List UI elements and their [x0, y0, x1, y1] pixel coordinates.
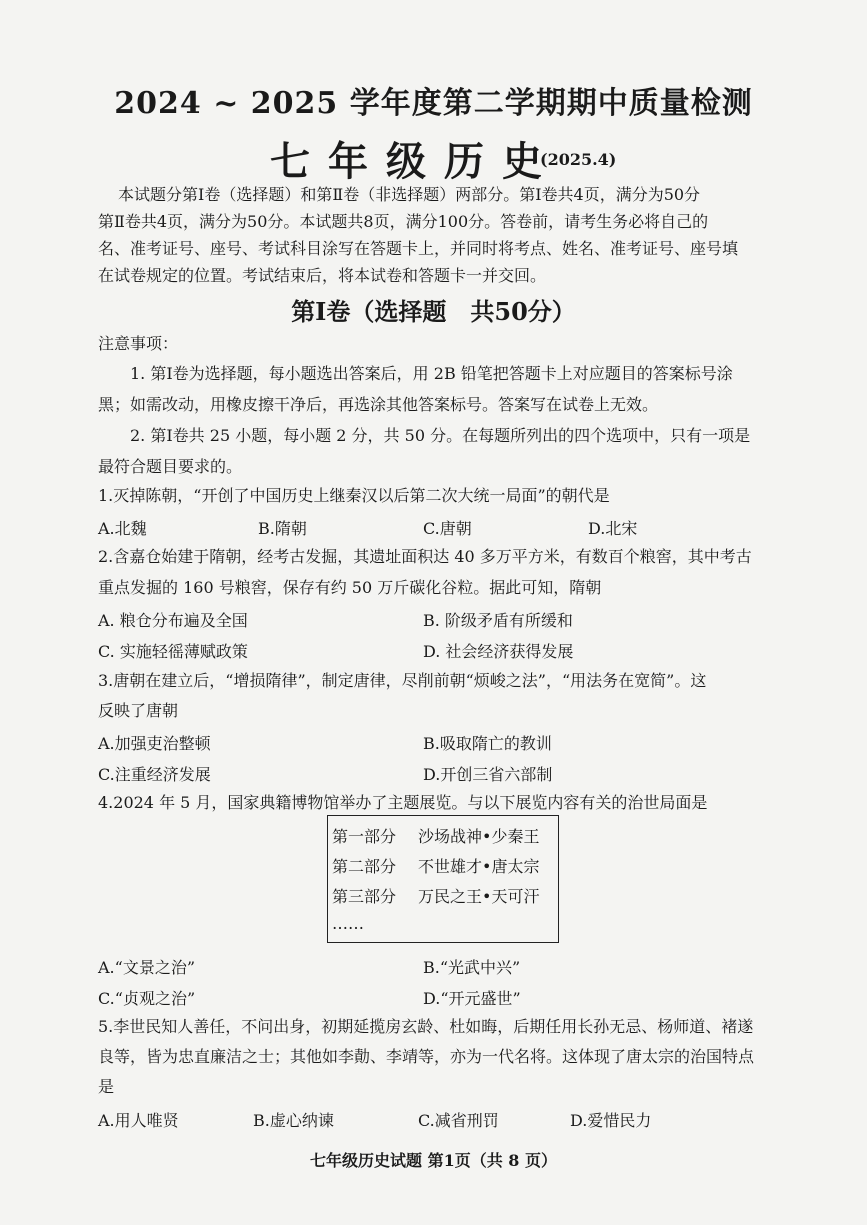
notice-line-4: 最符合题目要求的。: [98, 457, 243, 476]
question-4-option-b: B.“光武中兴”: [423, 958, 521, 977]
question-5-stem-line-3: 是: [98, 1077, 115, 1096]
exhibition-ellipsis: ……: [332, 914, 364, 933]
exhibition-part-text: 万民之王•天可汗: [418, 887, 540, 906]
question-5-option-a: A.用人唯贤: [98, 1111, 179, 1130]
question-3-option-d: D.开创三省六部制: [423, 765, 553, 784]
intro-line-1: 本试题分第Ⅰ卷（选择题）和第Ⅱ卷（非选择题）两部分。第Ⅰ卷共4页，满分为50分: [118, 185, 701, 204]
question-3-option-a: A.加强吏治整顿: [98, 734, 211, 753]
exhibition-row-2: [332, 854, 539, 877]
exhibition-part-text: 不世雄才•唐太宗: [418, 857, 540, 876]
notice-line-2: 黑；如需改动，用橡皮擦干净后，再选涂其他答案标号。答案写在试卷上无效。: [98, 395, 659, 414]
exhibition-part-label: 第二部分: [332, 857, 397, 876]
question-5-option-b: B.虚心纳谏: [253, 1111, 334, 1130]
question-1-option-c: C.唐朝: [423, 519, 472, 538]
question-5-stem-line-2: 良等，皆为忠直廉洁之士；其他如李勣、李靖等，亦为一代名将。这体现了唐太宗的治国特点: [98, 1047, 755, 1066]
question-3-option-c: C.注重经济发展: [98, 765, 211, 784]
question-1-option-b: B.隋朝: [258, 519, 307, 538]
exhibition-part-label: 第一部分: [332, 827, 397, 846]
question-2-option-a: A. 粮仓分布遍及全国: [98, 611, 248, 630]
question-2-option-b: B. 阶级矛盾有所缓和: [423, 611, 573, 630]
question-3-stem-line-1: 3.唐朝在建立后，“增损隋律”，制定唐律，尽削前朝“烦峻之法”，“用法务在宽简”。这: [98, 671, 707, 690]
question-3-stem-line-2: 反映了唐朝: [98, 701, 179, 720]
question-5-stem-line-1: 5.李世民知人善任，不问出身，初期延揽房玄龄、杜如晦，后期任用长孙无忌、杨师道、褚遂: [98, 1017, 754, 1036]
question-5-option-d: D.爱惜民力: [570, 1111, 652, 1130]
question-2-option-d: D. 社会经济获得发展: [423, 642, 574, 661]
exhibition-box: [327, 815, 559, 943]
exam-title: 2024 ~ 2025 学年度第二学期期中质量检测: [114, 86, 753, 121]
question-4-stem: 4.2024 年 5 月，国家典籍博物馆举办了主题展览。与以下展览内容有关的治世局面是: [98, 793, 708, 812]
question-2-stem-line-1: 2.含嘉仓始建于隋朝，经考古发掘，其遗址面积达 40 多万平方米，有数百个粮窖，其中考古: [98, 547, 752, 566]
intro-line-4: 在试卷规定的位置。考试结束后，将本试卷和答题卡一并交回。: [98, 266, 547, 285]
intro-line-2: 第Ⅱ卷共4页，满分为50分。本试题共8页，满分100分。答卷前，请考生务必将自己的: [98, 212, 709, 231]
question-4-option-d: D.“开元盛世”: [423, 989, 521, 1008]
question-1-option-a: A.北魏: [98, 519, 147, 538]
exhibition-part-text: 沙场战神•少秦王: [418, 827, 540, 846]
page-footer: 七年级历史试题 第1页（共 8 页）: [310, 1151, 557, 1170]
section-title: 第Ⅰ卷（选择题 共50分）: [291, 297, 576, 326]
exhibition-row-1: [332, 824, 539, 847]
notice-heading: 注意事项：: [98, 334, 179, 353]
subject-title: 七年级历史: [270, 138, 560, 185]
question-2-option-c: C. 实施轻徭薄赋政策: [98, 642, 248, 661]
question-3-option-b: B.吸取隋亡的教训: [423, 734, 552, 753]
exhibition-row-3: [332, 884, 539, 907]
exam-date: (2025.4): [540, 150, 617, 169]
question-5-option-c: C.减省刑罚: [418, 1111, 499, 1130]
question-1-stem: 1.灭掉陈朝，“开创了中国历史上继秦汉以后第二次大统一局面”的朝代是: [98, 486, 610, 505]
exhibition-part-label: 第三部分: [332, 887, 397, 906]
question-2-stem-line-2: 重点发掘的 160 号粮窖，保存有约 50 万斤碳化谷粒。据此可知，隋朝: [98, 578, 602, 597]
intro-line-3: 名、准考证号、座号、考试科目涂写在答题卡上，并同时将考点、姓名、准考证号、座号填: [98, 239, 739, 258]
notice-line-3: 2. 第Ⅰ卷共 25 小题，每小题 2 分，共 50 分。在每题所列出的四个选项中，只有一项是: [130, 426, 751, 445]
question-1-option-d: D.北宋: [588, 519, 638, 538]
question-4-option-a: A.“文景之治”: [98, 958, 196, 977]
question-4-option-c: C.“贞观之治”: [98, 989, 196, 1008]
notice-line-1: 1. 第Ⅰ卷为选择题，每小题选出答案后，用 2B 铅笔把答题卡上对应题目的答案标号涂: [130, 364, 733, 383]
